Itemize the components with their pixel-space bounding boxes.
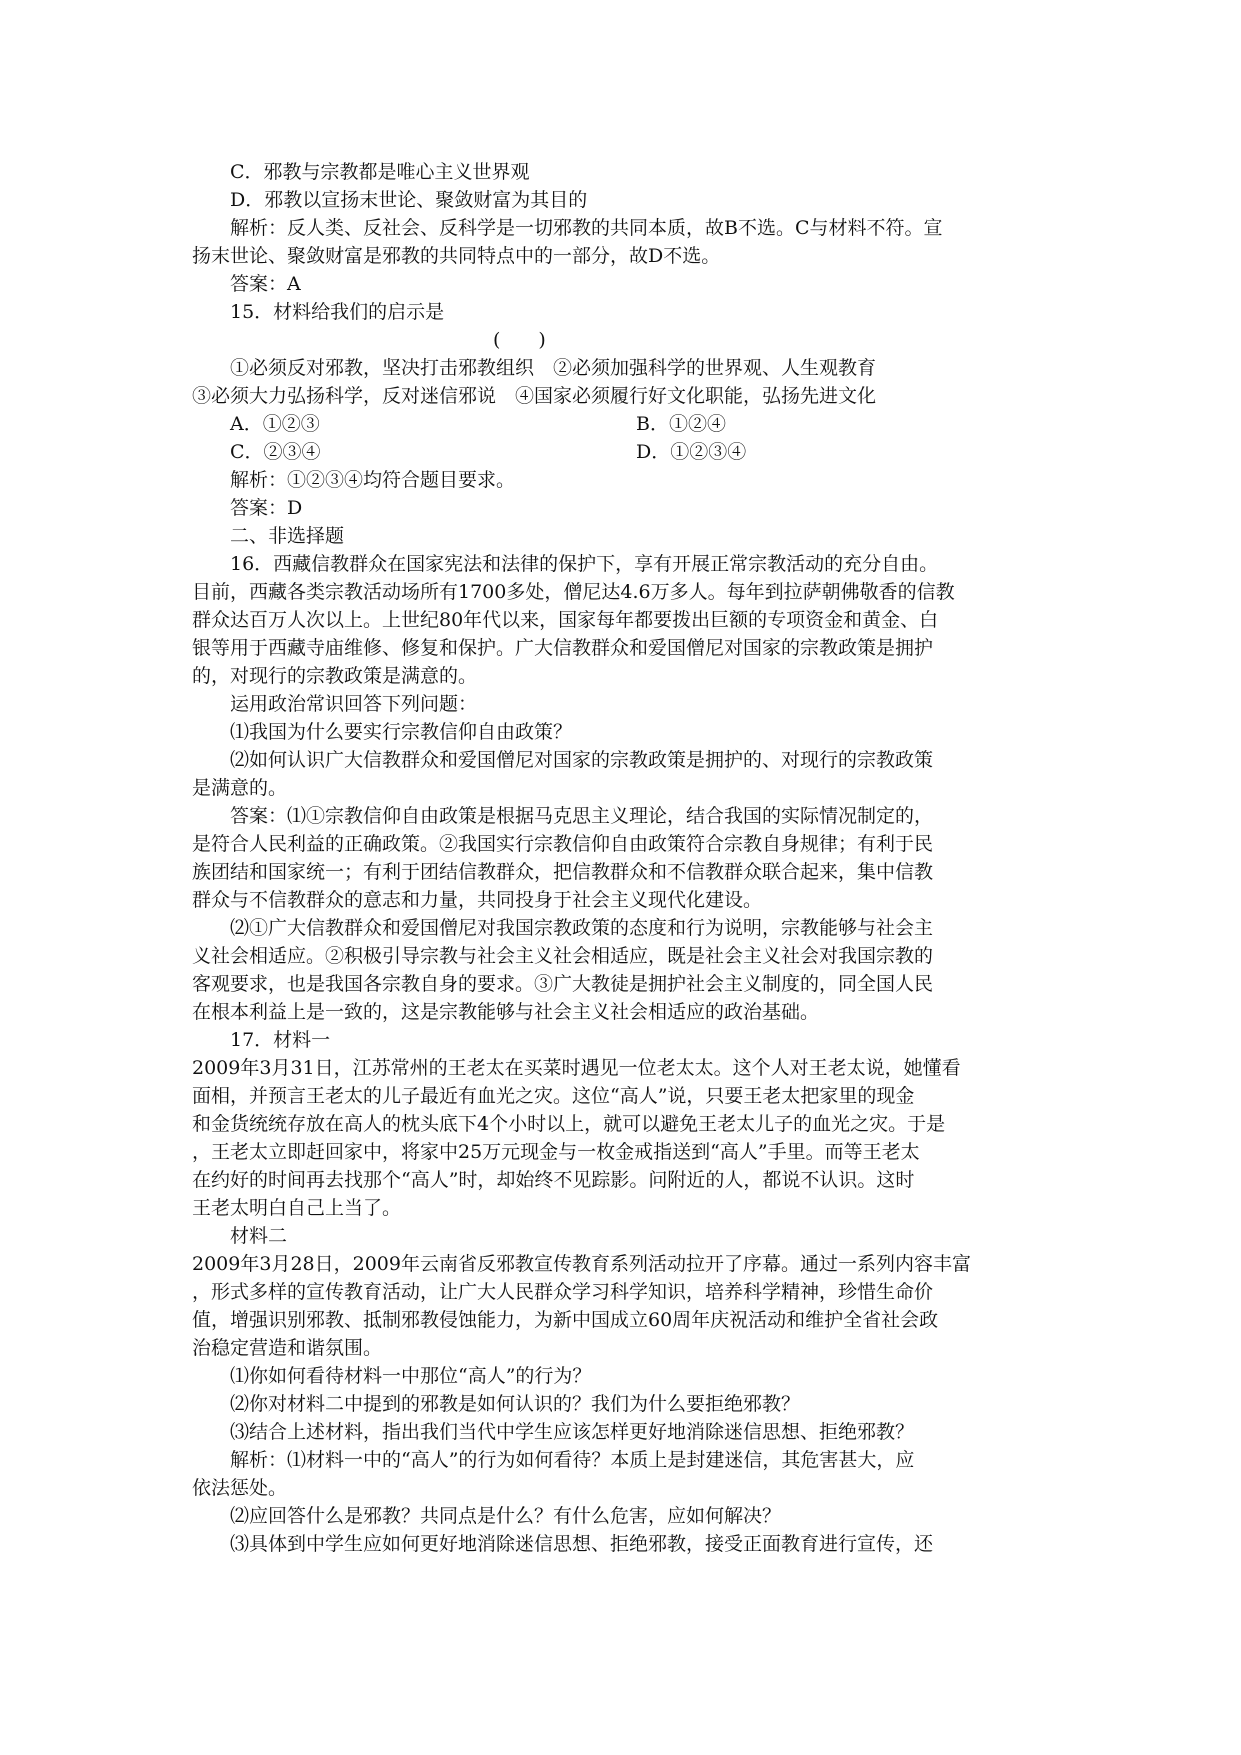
material-1-line-3: 和金货统统存放在高人的枕头底下4个小时以上，就可以避免王老太儿子的血光之灾。于是	[192, 1113, 946, 1135]
material-2-line-2: ，形式多样的宣传教育活动，让广大人民群众学习科学知识，培养科学精神，珍惜生命价	[192, 1281, 934, 1303]
material-1-line-2: 面相，并预言王老太的儿子最近有血光之灾。这位“高人”说，只要王老太把家里的现金	[192, 1085, 915, 1107]
q16-answer-1-line-3: 族团结和国家统一；有利于团结信教群众，把信教群众和不信教群众联合起来，集中信教	[192, 861, 934, 883]
material-1-line-1: 2009年3月31日，江苏常州的王老太在买菜时遇见一位老太太。这个人对王老太说，她懂看	[192, 1057, 961, 1079]
q16-sub-1: ⑴我国为什么要实行宗教信仰自由政策？	[230, 721, 573, 743]
q16-sub-2-line-2: 是满意的。	[192, 777, 288, 799]
q16-sub-2-line-1: ⑵如何认识广大信教群众和爱国僧尼对国家的宗教政策是拥护的、对现行的宗教政策	[230, 749, 934, 771]
q16-para-line-3: 群众达百万人次以上。上世纪80年代以来，国家每年都要拨出巨额的专项资金和黄金、白	[192, 609, 939, 631]
section-heading: 二、非选择题	[230, 525, 345, 547]
q17-sub-2: ⑵你对材料二中提到的邪教是如何认识的？我们为什么要拒绝邪教？	[230, 1393, 801, 1415]
choice-c: C．②③④	[230, 441, 321, 463]
answer-15: 答案：D	[230, 497, 303, 519]
q16-instruction: 运用政治常识回答下列问题：	[230, 693, 478, 715]
answer-14: 答案：A	[230, 273, 301, 295]
choice-b: B．①②④	[636, 413, 726, 435]
option-d: D．邪教以宣扬末世论、聚敛财富为其目的	[230, 189, 588, 211]
q16-para-line-2: 目前，西藏各类宗教活动场所有1700多处，僧尼达4.6万多人。每年到拉萨朝佛敬香的信教	[192, 581, 955, 603]
q16-answer-1-line-4: 群众与不信教群众的意志和力量，共同投身于社会主义现代化建设。	[192, 889, 763, 911]
analysis-15: 解析：①②③④均符合题目要求。	[230, 469, 516, 491]
material-1-line-5: 在约好的时间再去找那个“高人”时，却始终不见踪影。问附近的人，都说不认识。这时	[192, 1169, 915, 1191]
q16-para-line-1: 16．西藏信教群众在国家宪法和法律的保护下，享有开展正常宗教活动的充分自由。	[230, 553, 939, 575]
q16-answer-2-line-4: 在根本利益上是一致的，这是宗教能够与社会主义社会相适应的政治基础。	[192, 1001, 820, 1023]
material-2-line-3: 值，增强识别邪教、抵制邪教侵蚀能力，为新中国成立60周年庆祝活动和维护全省社会政	[192, 1309, 939, 1331]
choice-d: D．①②③④	[636, 441, 747, 463]
q16-answer-2-line-1: ⑵①广大信教群众和爱国僧尼对我国宗教政策的态度和行为说明，宗教能够与社会主	[230, 917, 934, 939]
material-1-line-4: ，王老太立即赶回家中，将家中25万元现金与一枚金戒指送到“高人”手里。而等王老太	[192, 1141, 920, 1163]
q17-analysis-2: ⑵应回答什么是邪教？共同点是什么？有什么危害，应如何解决？	[230, 1505, 782, 1527]
material-1-line-6: 王老太明白自己上当了。	[192, 1197, 402, 1219]
question-15-stem: 15．材料给我们的启示是	[230, 301, 445, 323]
q17-analysis-1-line-2: 依法惩处。	[192, 1477, 288, 1499]
q17-analysis-3: ⑶具体到中学生应如何更好地消除迷信思想、拒绝邪教，接受正面教育进行宣传，还	[230, 1533, 934, 1555]
option-c: C．邪教与宗教都是唯心主义世界观	[230, 161, 530, 183]
choice-a: A．①②③	[230, 413, 320, 435]
q16-answer-2-line-3: 客观要求，也是我国各宗教自身的要求。③广大教徒是拥护社会主义制度的，同全国人民	[192, 973, 934, 995]
q16-answer-2-line-2: 义社会相适应。②积极引导宗教与社会主义社会相适应，既是社会主义社会对我国宗教的	[192, 945, 934, 967]
material-2-line-4: 治稳定营造和谐氛围。	[192, 1337, 383, 1359]
q16-answer-1-line-2: 是符合人民利益的正确政策。②我国实行宗教信仰自由政策符合宗教自身规律；有利于民	[192, 833, 934, 855]
statement-line-1: ①必须反对邪教，坚决打击邪教组织 ②必须加强科学的世界观、人生观教育	[230, 357, 877, 379]
q17-analysis-1-line-1: 解析：⑴材料一中的“高人”的行为如何看待？本质上是封建迷信，其危害甚大，应	[230, 1449, 915, 1471]
material-2-heading: 材料二	[230, 1225, 288, 1247]
statement-line-2: ③必须大力弘扬科学，反对迷信邪说 ④国家必须履行好文化职能，弘扬先进文化	[192, 385, 877, 407]
q17-sub-1: ⑴你如何看待材料一中那位“高人”的行为？	[230, 1365, 592, 1387]
q17-heading: 17．材料一	[230, 1029, 331, 1051]
material-2-line-1: 2009年3月28日，2009年云南省反邪教宣传教育系列活动拉开了序幕。通过一系列内容丰富	[192, 1253, 971, 1275]
q17-sub-3: ⑶结合上述材料，指出我们当代中学生应该怎样更好地消除迷信思想、拒绝邪教？	[230, 1421, 915, 1443]
analysis-14-line-1: 解析：反人类、反社会、反科学是一切邪教的共同本质，故B不选。C与材料不符。宣	[230, 217, 943, 239]
answer-blank: ( )	[493, 329, 546, 351]
q16-para-line-4: 银等用于西藏寺庙维修、修复和保护。广大信教群众和爱国僧尼对国家的宗教政策是拥护	[192, 637, 934, 659]
q16-para-line-5: 的，对现行的宗教政策是满意的。	[192, 665, 478, 687]
q16-answer-1-line-1: 答案：⑴①宗教信仰自由政策是根据马克思主义理论，结合我国的实际情况制定的，	[230, 805, 934, 827]
analysis-14-line-2: 扬末世论、聚敛财富是邪教的共同特点中的一部分，故D不选。	[192, 245, 721, 267]
